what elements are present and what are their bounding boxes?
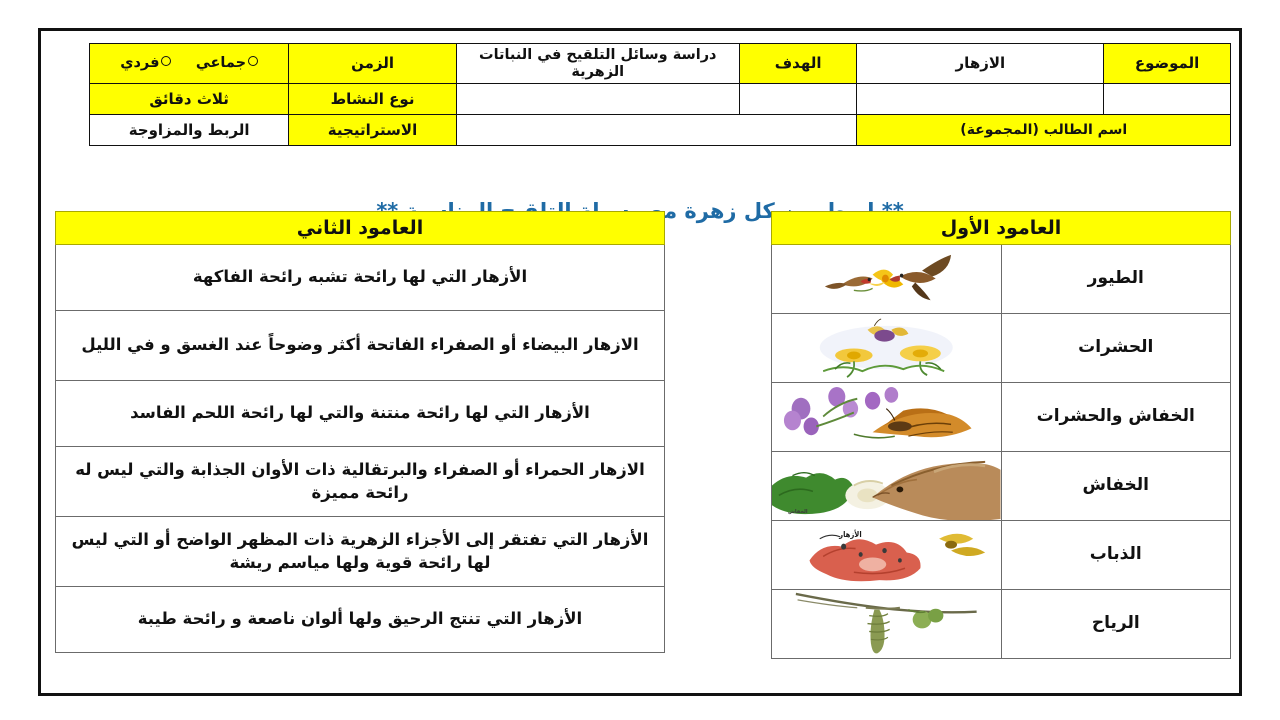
- bat-flower-image: [772, 452, 1002, 521]
- column-two-statement: الأزهار التي تفتقر إلى الأجزاء الزهرية ذات المظهر الواضح أو التي ليس لها رائحة قوية ولها مياسم ريشة: [56, 517, 665, 587]
- table-row[interactable]: [56, 447, 665, 517]
- column-two-statement: الأزهار التي لها رائحة منتنة والتي لها رائحة اللحم الفاسد: [56, 381, 665, 447]
- table-row[interactable]: [772, 590, 1231, 659]
- svg-text:الأزهار: الأزهار: [839, 529, 862, 539]
- column-two-statement: الأزهار التي تنتج الرحيق ولها ألوان ناصعة و رائحة طيبة: [56, 587, 665, 653]
- header-info-table: [89, 43, 1231, 146]
- column-one-label: الطيور: [1001, 245, 1231, 314]
- hummingbird-flower-image: [772, 245, 1002, 314]
- flies-red-flower-image: [772, 521, 1002, 590]
- table-row[interactable]: [772, 383, 1231, 452]
- objective-spacer2: [456, 84, 739, 115]
- header-row-1: [90, 44, 1231, 84]
- table-row[interactable]: [772, 452, 1231, 521]
- column-two-table: [55, 211, 665, 653]
- table-row[interactable]: [56, 245, 665, 311]
- option-individual[interactable]: [120, 55, 171, 72]
- column-two-statement: الازهار البيضاء أو الصفراء الفاتحة أكثر وضوحاً عند الغسق و في الليل: [56, 311, 665, 381]
- table-row[interactable]: [772, 245, 1231, 314]
- column-one-label: الرياح: [1001, 590, 1231, 659]
- strategy-value: الربط والمزاوجة: [90, 115, 289, 146]
- option-individual-label: فردي: [120, 55, 160, 72]
- table-row[interactable]: [56, 587, 665, 653]
- table-row[interactable]: [772, 521, 1231, 590]
- table-row[interactable]: [56, 381, 665, 447]
- column-one-label: الحشرات: [1001, 314, 1231, 383]
- objective-label: الهدف: [739, 44, 857, 84]
- butterfly-daisies-image: [772, 314, 1002, 383]
- option-group[interactable]: [196, 55, 258, 72]
- column-two-header-row: [56, 212, 665, 245]
- subject-label: الموضوع: [1104, 44, 1231, 84]
- activity-label: نوع النشاط: [289, 84, 457, 115]
- column-one-label: الذباب: [1001, 521, 1231, 590]
- time-label: الزمن: [289, 44, 457, 84]
- table-row[interactable]: [56, 517, 665, 587]
- column-one-header-row: [772, 212, 1231, 245]
- column-two-title: العامود الثاني: [56, 212, 665, 245]
- worksheet-page: [38, 28, 1242, 696]
- column-one-title: العامود الأول: [772, 212, 1231, 245]
- column-one: [771, 211, 1231, 659]
- activity-value: ثلاث دقائق: [90, 84, 289, 115]
- subject-value-spacer2: [857, 84, 1104, 115]
- subject-value-spacer: [1104, 84, 1231, 115]
- subject-value: الازهار: [857, 44, 1104, 84]
- checkbox-group-icon[interactable]: [248, 56, 258, 66]
- table-row[interactable]: [56, 311, 665, 381]
- column-two: [55, 211, 665, 653]
- bat-image-caption: الخفاش: [788, 509, 808, 515]
- orange-butterfly-purple-flowers-image: [772, 383, 1002, 452]
- checkbox-individual-icon[interactable]: [161, 56, 171, 66]
- objective-spacer: [739, 84, 857, 115]
- student-name-field[interactable]: [456, 115, 857, 146]
- column-two-statement: الازهار الحمراء أو الصفراء والبرتقالية ذات الأوان الجذابة والتي ليس له رائحة مميزة: [56, 447, 665, 517]
- column-two-statement: الأزهار التي لها رائحة تشبه رائحة الفاكهة: [56, 245, 665, 311]
- strategy-label: الاستراتيجية: [289, 115, 457, 146]
- option-group-label: جماعي: [195, 55, 247, 72]
- column-one-label: الخفاش والحشرات: [1001, 383, 1231, 452]
- student-name-label: اسم الطالب (المجموعة): [857, 115, 1231, 146]
- table-row[interactable]: [772, 314, 1231, 383]
- header-row-2: [90, 84, 1231, 115]
- catkin-wind-image: [772, 590, 1002, 659]
- instruction-text: كل زهرة: [684, 199, 775, 223]
- participation-options: [90, 44, 289, 84]
- header-row-3: [90, 115, 1231, 146]
- column-one-table: [771, 211, 1231, 659]
- column-one-label: الخفاش: [1001, 452, 1231, 521]
- objective-value: دراسة وسائل التلقيح في النباتات الزهرية: [456, 44, 739, 84]
